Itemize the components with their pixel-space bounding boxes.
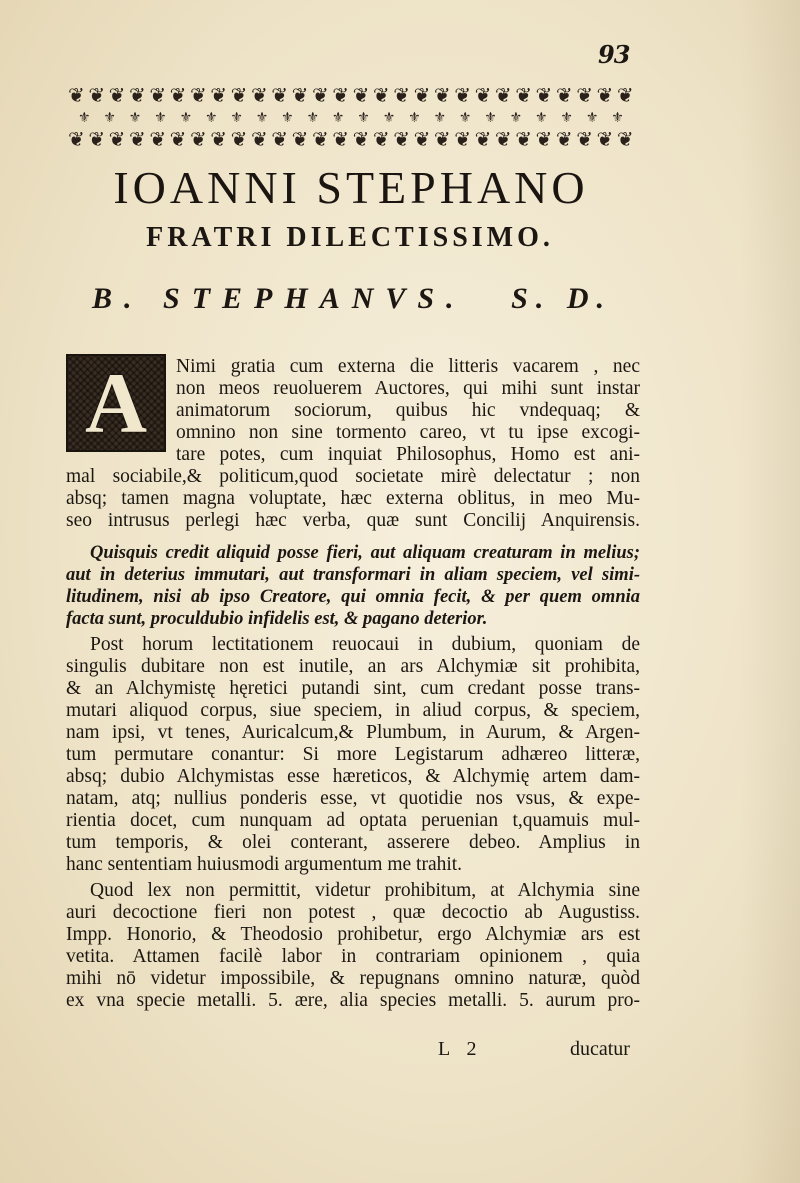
text-line: mihi nō videtur impossibile, & repugnans omnino naturæ, quòd <box>66 968 640 989</box>
quotation-line: aut in deterius immutari, aut transformari in aliam speciem, vel simi- <box>66 565 640 585</box>
catchword: ducatur <box>570 1038 630 1060</box>
text-line: mal sociabile,& politicum,quod societate mirè delectatur ; non <box>66 466 640 487</box>
text-line: vetita. Attamen facilè labor in contrariam opinionem , quia <box>66 946 640 967</box>
subtitle-heading: FRATRI DILECTISSIMO. <box>146 222 554 253</box>
initial-letter: A <box>84 355 148 451</box>
salutation <box>92 282 612 316</box>
text-line: Impp. Honorio, & Theodosio prohibetur, ergo Alchymiæ ars est <box>66 924 640 945</box>
text-line: natam, atq; nullius ponderis esse, vt quotidie nos vsus, & expe- <box>66 788 640 809</box>
ornamental-border-bottom: ❦ ❦ ❦ ❦ ❦ ❦ ❦ ❦ ❦ ❦ ❦ ❦ ❦ ❦ ❦ ❦ ❦ ❦ ❦ ❦ ❦ ❦ ❦ ❦ ❦ ❦ ❦ ❦ <box>68 128 634 150</box>
text-line: nam ipsi, vt tenes, Auricalcum,& Plumbum, in Aurum, & Argen- <box>66 722 640 743</box>
quotation-line: Quisquis credit aliquid posse fieri, aut aliquam creaturam in melius; <box>90 543 640 563</box>
text-line: seo intrusus perlegi hæc verba, quæ sunt Concilij Anquirensis. <box>66 510 640 531</box>
text-line: mutari aliquod corpus, siue speciem, in aliud corpus, & speciem, <box>66 700 640 721</box>
text-line: absq; dubio Alchymistas esse hæreticos, & Alchymię artem dam- <box>66 766 640 787</box>
page-number: 93 <box>598 40 630 69</box>
text-line: Post horum lectitationem reuocaui in dubium, quoniam de <box>90 634 640 655</box>
text-line: tum temporis, & olei conterant, asserere debeo. Amplius in <box>66 832 640 853</box>
decorated-initial <box>66 354 166 452</box>
ornamental-border-middle: ⚜ ⚜ ⚜ ⚜ ⚜ ⚜ ⚜ ⚜ ⚜ ⚜ ⚜ ⚜ ⚜ ⚜ ⚜ ⚜ ⚜ ⚜ ⚜ ⚜ ⚜ ⚜ <box>78 110 624 126</box>
text-line: rientia docet, cum nunquam ad optata peruenian t,quamuis mul- <box>66 810 640 831</box>
text-line: Nimi gratia cum externa die litteris vacarem , nec <box>176 356 640 377</box>
text-line: non meos reuoluerem Auctores, qui mihi sunt instar <box>176 378 640 399</box>
salutation-greeting: S. D. <box>511 282 612 315</box>
text-line: singulis dubitare non est inutile, an ars Alchymiæ sit prohibita, <box>66 656 640 677</box>
title-heading: IOANNI STEPHANO <box>113 162 589 213</box>
text-line: auri decoctione fieri non potest , quæ decoctio ab Augustiss. <box>66 902 640 923</box>
text-line: tum permutare conantur: Si more Legistarum adhæreo litteræ, <box>66 744 640 765</box>
ornamental-border-top: ❦ ❦ ❦ ❦ ❦ ❦ ❦ ❦ ❦ ❦ ❦ ❦ ❦ ❦ ❦ ❦ ❦ ❦ ❦ ❦ ❦ ❦ ❦ ❦ ❦ ❦ ❦ ❦ <box>68 84 634 106</box>
text-line: Quod lex non permittit, videtur prohibitum, at Alchymia sine <box>90 880 640 901</box>
quotation-line: facta sunt, proculdubio infidelis est, & pagano deterior. <box>66 609 488 629</box>
text-line: hanc sententiam huiusmodi argumentum me trahit. <box>66 854 463 875</box>
text-line: absq; tamen magna voluptate, hæc externa oblitus, in meo Mu- <box>66 488 640 509</box>
text-line: ex vna specie metalli. 5. ære, alia species metalli. 5. aurum pro- <box>66 990 640 1011</box>
salutation-sender: B. STEPHANVS. <box>92 282 466 315</box>
page-edge-shadow <box>740 0 800 1183</box>
text-line: & an Alchymistę hęretici putandi sint, cum credant posse trans- <box>66 678 640 699</box>
signature-mark: L 2 <box>438 1038 483 1060</box>
text-line: animatorum sociorum, quibus hic vndequaq; & <box>176 400 640 421</box>
text-line: tare potes, cum inquiat Philosophus, Homo est ani- <box>176 444 640 465</box>
text-line: omnino non sine tormento careo, vt tu ipse excogi- <box>176 422 640 443</box>
quotation-line: litudinem, nisi ab ipso Creatore, qui omnia fecit, & per quem omnia <box>66 587 640 607</box>
